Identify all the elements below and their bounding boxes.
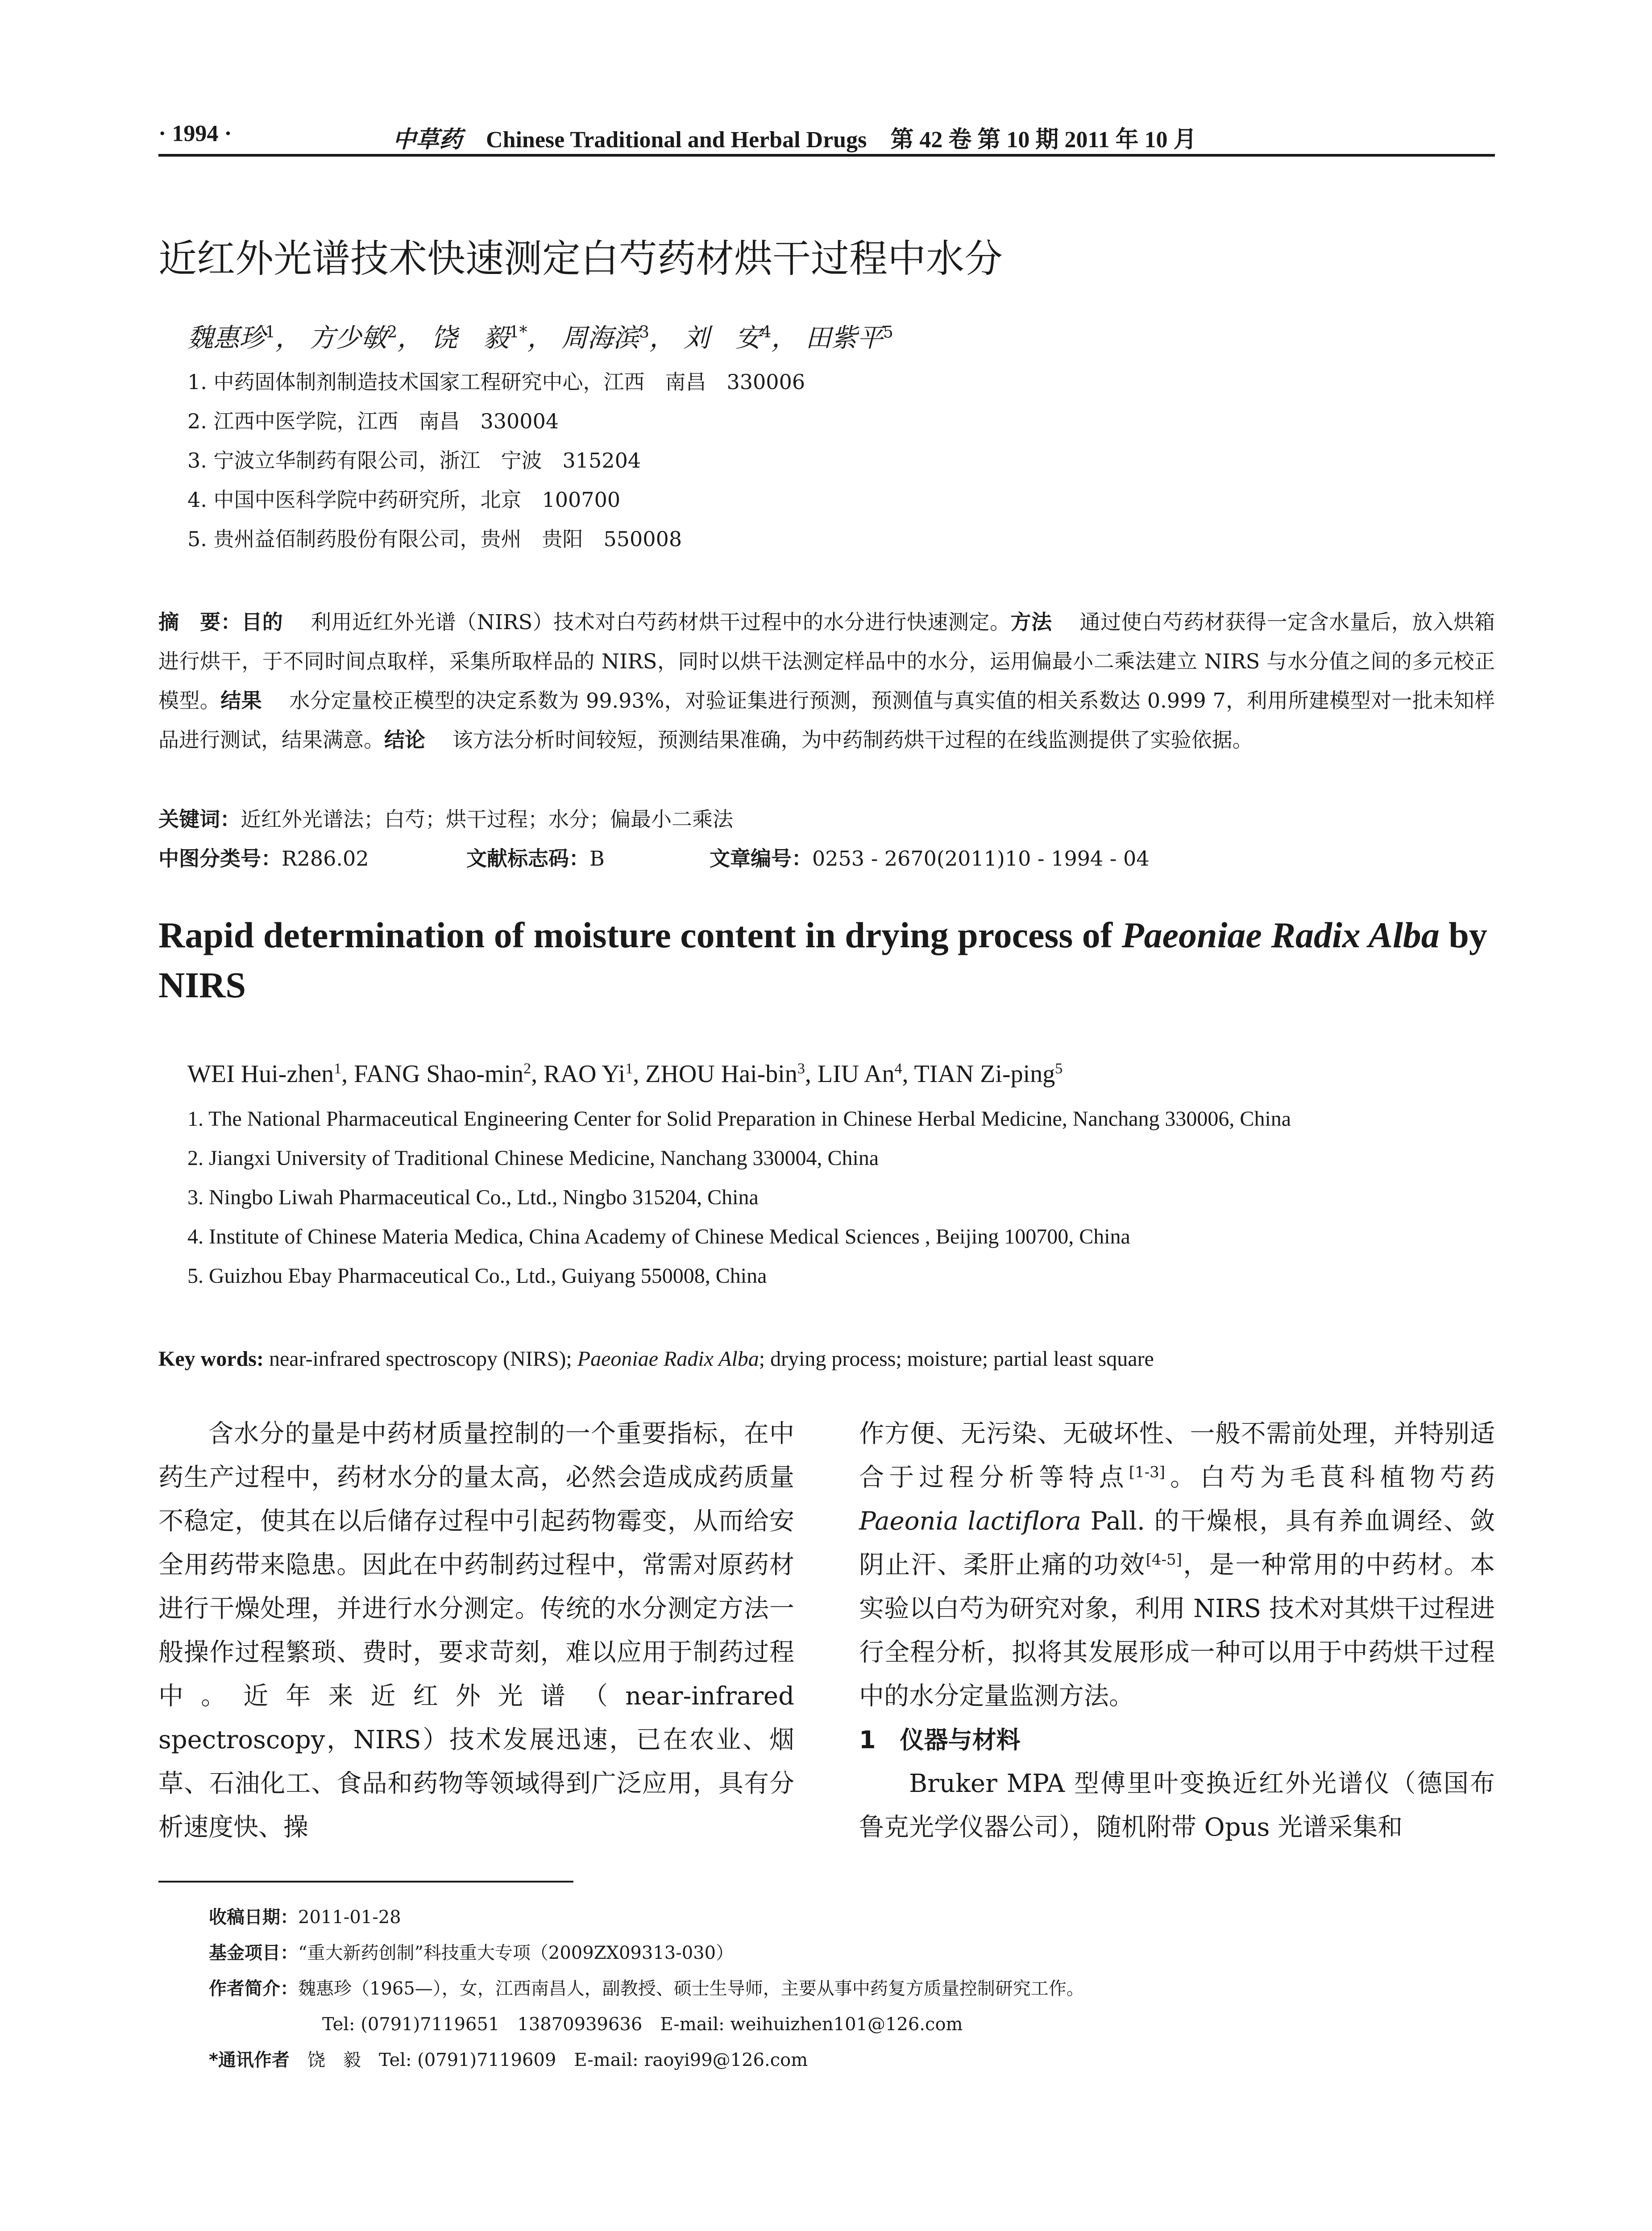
footnote-author xyxy=(209,1974,1084,2000)
doc-value: B xyxy=(589,846,605,871)
affiliation-en: 5. Guizhou Ebay Pharmaceutical Co., Ltd., Guiyang 550008, China xyxy=(187,1264,767,1288)
author-sup: 4 xyxy=(761,323,772,342)
body-text: 作方便、无污染、无破坏性、一般不需前处理，并特别适合于过程分析等特点 xyxy=(859,1419,1495,1492)
footnote-label: 作者简介： xyxy=(209,1978,298,1999)
abstract-label: 摘 要： xyxy=(158,610,242,634)
author-sup: 2 xyxy=(523,1060,531,1077)
footnote-label: *通讯作者 xyxy=(209,2050,290,2070)
affiliation-cn: 5. 贵州益佰制药股份有限公司，贵州 贵阳 550008 xyxy=(187,527,682,551)
author-cn: 魏惠珍 xyxy=(187,323,266,353)
body-paragraph: 含水分的量是中药材质量控制的一个重要指标，在中药生产过程中，药材水分的量太高，必然会造成成药质量不稳定，使其在以后储存过程中引起药物霉变，从而给安全用药带来隐患。因此在中药制药过程中，常需对原药材进行干燥处理，并进行水分测定。传统的水分测定方法一般操作过程繁琐、费时，要求苛刻，难以应用于制药过程中。近年来近红外光谱（near-infrared spectroscopy，NIRS）技术发展迅速，已在农业、烟草、石油化工、食品和药物等领域得到广泛应用，具有分析速度快、操 xyxy=(158,1419,794,1842)
method-label: 方法 xyxy=(1010,610,1052,634)
body-column-right xyxy=(859,1412,1495,1849)
footnote-text: “重大新药创制”科技重大专项（2009ZX09313-030） xyxy=(298,1943,734,1963)
footnote-text: 饶 毅 Tel: (0791)7119609 E-mail: raoyi99@126.com xyxy=(307,2050,808,2070)
species-name: Paeonia lactiflora xyxy=(859,1507,1081,1536)
author-sup: 3 xyxy=(797,1060,805,1077)
author-sup: 2 xyxy=(387,323,398,342)
clc-value: R286.02 xyxy=(282,846,369,871)
result-text: 水分定量校正模型的决定系数为 99.93%，对验证集进行预测，预测值与真实值的相关系数达 0.999 7，利用所建模型对一批未知样品进行测试，结果满意。 xyxy=(158,688,1495,752)
keywords-en-species: Paeoniae Radix Alba xyxy=(577,1347,759,1371)
author-en: RAO Yi xyxy=(544,1060,626,1088)
keywords-en-text: ; drying process; moisture; partial least square xyxy=(759,1347,1154,1371)
journal-issue: 第 42 卷 第 10 期 2011 年 10 月 xyxy=(890,127,1197,153)
affiliation-en: 4. Institute of Chinese Materia Medica, China Academy of Chinese Medical Sciences , Beijing 100700, China xyxy=(187,1225,1130,1248)
article-label: 文章编号： xyxy=(710,846,812,871)
header-rule xyxy=(158,154,1495,157)
affiliation-en: 2. Jiangxi University of Traditional Chinese Medicine, Nanchang 330004, China xyxy=(187,1146,879,1170)
author-sup: 5 xyxy=(1055,1060,1063,1077)
authors-en: WEI Hui-zhen$^1$, FANG Shao-$\min^2$, RAO Yi$^1$, ZHOU Hai-bin$^3$, LIU An$^4$, TIAN Zi-ping$^5$ xyxy=(187,1060,1063,1088)
running-header xyxy=(158,120,1495,156)
author-en: WEI Hui-zhen xyxy=(187,1060,334,1088)
body-text: 。白芍为毛茛科植物芍药 xyxy=(1165,1463,1495,1492)
body-column-left xyxy=(158,1412,794,1849)
doc-code xyxy=(466,842,605,872)
author-en: LIU An xyxy=(817,1060,895,1088)
body-text: Pall. 的干燥根，具有养血调经、敛阴止汗、柔肝止痛的功效 xyxy=(859,1507,1495,1580)
footnote-text: 魏惠珍（1965—），女，江西南昌人，副教授、硕士生导师，主要从事中药复方质量控制研究工作。 xyxy=(298,1978,1084,1999)
keywords-en-label: Key words: xyxy=(158,1347,264,1371)
title-en-part2: by NIRS xyxy=(158,915,1487,1005)
conclusion-label: 结论 xyxy=(384,728,425,752)
author-cn: 饶 毅 xyxy=(431,323,509,353)
objective-text: 利用近红外光谱（NIRS）技术对白芍药材烘干过程中的水分进行快速测定。 xyxy=(311,610,1011,634)
footnote-text: 2011-01-28 xyxy=(298,1907,401,1928)
result-label: 结果 xyxy=(220,688,262,713)
keywords-en-text: near-infrared spectroscopy (NIRS); xyxy=(263,1347,577,1371)
objective-label: 目的 xyxy=(241,610,283,634)
footnote-received xyxy=(209,1903,401,1928)
affiliation-en: 1. The National Pharmaceutical Engineering Center for Solid Preparation in Chinese Herbal Medicine, Nanchang 330006, China xyxy=(187,1107,1291,1131)
title-en xyxy=(158,910,1497,1010)
affiliation-en: 3. Ningbo Liwah Pharmaceutical Co., Ltd., Ningbo 315204, China xyxy=(187,1186,759,1209)
author-cn: 刘 安 xyxy=(683,323,761,353)
title-cn: 近红外光谱技术快速测定白芍药材烘干过程中水分 xyxy=(158,236,1003,281)
footnote-label: 收稿日期： xyxy=(209,1907,298,1928)
page-number: · 1994 · xyxy=(158,121,232,146)
author-sup: 1 xyxy=(334,1060,342,1077)
author-sup: 1* xyxy=(509,323,527,342)
footnote-author-contact: Tel: (0791)7119651 13870939636 E-mail: weihuizhen101@126.com xyxy=(322,2014,963,2035)
author-sup: 1 xyxy=(625,1060,633,1077)
method-text: 通过使白芍药材获得一定含水量后，放入烘箱进行烘干，于不同时间点取样，采集所取样品的 NIRS，同时以烘干法测定样品中的水分，运用偏最小二乘法建立 NIRS 与水分值之间的多元校正模型。 xyxy=(158,610,1495,713)
journal-line xyxy=(393,120,1196,154)
footnote-label: 基金项目： xyxy=(209,1943,298,1963)
author-en: TIAN Zi-ping xyxy=(914,1060,1055,1088)
affiliation-cn: 2. 江西中医学院，江西 南昌 330004 xyxy=(187,409,559,433)
author-cn: 田紫平 xyxy=(805,323,883,353)
author-sup: 4 xyxy=(894,1060,902,1077)
clc-code xyxy=(158,842,369,872)
author-sup: 5 xyxy=(883,323,893,342)
title-en-part1: Rapid determination of moisture content in drying process of xyxy=(158,915,1122,955)
clc-label: 中图分类号： xyxy=(158,846,282,871)
keywords-cn xyxy=(158,803,733,833)
citation-ref: [1-3] xyxy=(1129,1463,1165,1481)
footnote-rule xyxy=(158,1881,573,1883)
abstract-cn xyxy=(158,602,1495,759)
author-sup: 3 xyxy=(639,323,649,342)
section-heading: 1 仪器与材料 xyxy=(859,1726,1021,1754)
author-en: ZHOU Hai-bin xyxy=(645,1060,797,1088)
affiliation-cn: 1. 中药固体制剂制造技术国家工程研究中心，江西 南昌 330006 xyxy=(187,370,805,394)
affiliation-cn: 3. 宁波立华制药有限公司，浙江 宁波 315204 xyxy=(187,448,641,473)
journal-name-en: Chinese Traditional and Herbal Drugs xyxy=(486,127,867,153)
article-number xyxy=(710,842,1150,872)
citation-ref: [4-5] xyxy=(1146,1551,1182,1569)
authors-cn: 魏惠珍$^1$， 方少敏$^2$， 饶 毅$^{1*}$， 周海滨$^3$， 刘 安$^4$， 田紫平$^5$ xyxy=(187,323,893,353)
conclusion-text: 该方法分析时间较短，预测结果准确，为中药制药烘干过程的在线监测提供了实验依据。 xyxy=(452,728,1253,752)
author-cn: 周海滨 xyxy=(561,323,639,353)
body-paragraph: Bruker MPA 型傅里叶变换近红外光谱仪（德国布鲁克光学仪器公司），随机附带 Opus 光谱采集和 xyxy=(859,1769,1495,1842)
article-value: 0253 - 2670(2011)10 - 1994 - 04 xyxy=(812,846,1150,871)
doc-label: 文献标志码： xyxy=(466,846,589,871)
author-en: FANG Shao-min xyxy=(354,1060,524,1088)
title-en-species: Paeoniae Radix Alba xyxy=(1121,915,1440,955)
body-text: ，是一种常用的中药材。本实验以白芍为研究对象，利用 NIRS 技术对其烘干过程进行全程分析，拟将其发展形成一种可以用于中药烘干过程中的水分定量监测方法。 xyxy=(859,1551,1495,1711)
footnote-corresponding xyxy=(209,2046,808,2071)
affiliation-cn: 4. 中国中医科学院中药研究所，北京 100700 xyxy=(187,488,621,512)
journal-name-cn: 中草药 xyxy=(393,126,463,153)
footnote-fund xyxy=(209,1939,734,1964)
keywords-text: 近红外光谱法；白芍；烘干过程；水分；偏最小二乘法 xyxy=(241,807,733,831)
author-sup: 1 xyxy=(265,323,275,342)
author-cn: 方少敏 xyxy=(309,323,387,353)
body-paragraph xyxy=(859,1412,1495,1718)
keywords-label: 关键词： xyxy=(158,807,241,831)
keywords-en xyxy=(158,1347,1154,1371)
